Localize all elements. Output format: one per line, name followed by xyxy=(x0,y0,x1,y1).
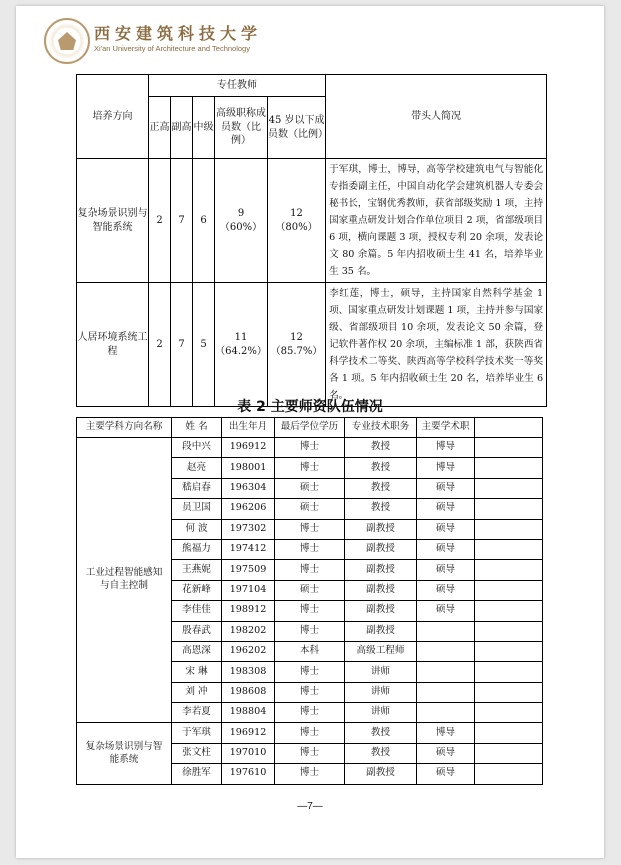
senior-ratio-cell xyxy=(215,159,268,283)
birth-cell: 196202 xyxy=(222,641,275,661)
senior-count: 11 xyxy=(234,332,248,343)
empty-cell xyxy=(475,641,543,661)
empty-cell xyxy=(475,478,543,498)
page-number: —7— xyxy=(297,801,323,812)
degree-cell: 硕士 xyxy=(275,478,345,498)
title-cell: 讲师 xyxy=(345,703,417,723)
senior-percent: （64.2%） xyxy=(215,345,267,357)
young-count: 12 xyxy=(290,208,303,219)
birth-cell: 197412 xyxy=(222,539,275,559)
header-direction: 培养方向 xyxy=(77,75,149,159)
title-cell: 教授 xyxy=(345,438,417,458)
degree-cell: 博士 xyxy=(275,743,345,763)
name-cell: 段中兴 xyxy=(172,438,222,458)
assoc-count: 7 xyxy=(171,159,193,283)
title-cell: 教授 xyxy=(345,458,417,478)
birth-cell: 198001 xyxy=(222,458,275,478)
role-cell xyxy=(417,621,475,641)
header-teachers: 专任教师 xyxy=(149,75,326,97)
empty-cell xyxy=(475,621,543,641)
empty-cell xyxy=(475,764,543,784)
table-row xyxy=(77,159,547,283)
birth-cell: 198912 xyxy=(222,601,275,621)
name-cell: 殷春武 xyxy=(172,621,222,641)
name-cell: 李若夏 xyxy=(172,703,222,723)
title-cell: 副教授 xyxy=(345,560,417,580)
senior-count: 9 xyxy=(237,208,245,219)
university-header xyxy=(44,18,584,64)
table2-title: 表 2 主要师资队伍情况 xyxy=(237,399,383,415)
empty-cell xyxy=(475,499,543,519)
table2-header-cell: 最后学位学历 xyxy=(275,418,345,438)
header-young-ratio: 45 岁以下成员数（比例） xyxy=(268,97,326,159)
degree-cell: 博士 xyxy=(275,682,345,702)
empty-cell xyxy=(475,519,543,539)
header-mid: 中级 xyxy=(193,97,215,159)
role-cell: 硕导 xyxy=(417,519,475,539)
prof-count: 2 xyxy=(149,159,171,283)
table-row xyxy=(77,438,543,458)
leader-bio: 李红莲，博士，硕导，主持国家自然科学基金 1 项、国家重点研发计划课题 1 项，主持并参与国家级、省部级项目 10 余项，发表论文 50 余篇，登记软件著作权 20 余项，主编标准 1 部，获陕西省科学技术二等奖、陕西高等学校科学技术奖一等奖各 1 项。5 年内招收硕士生 20 名，培养毕业生 6 名。 xyxy=(326,283,547,407)
young-percent: （80%） xyxy=(275,221,318,233)
document-page xyxy=(16,6,604,858)
degree-cell: 博士 xyxy=(275,519,345,539)
empty-cell xyxy=(475,723,543,743)
direction-cell: 复杂场景识别与智能系统 xyxy=(77,723,172,784)
empty-cell xyxy=(475,601,543,621)
role-cell: 硕导 xyxy=(417,764,475,784)
header-assoc: 副高 xyxy=(171,97,193,159)
direction-cell: 工业过程智能感知与自主控制 xyxy=(77,438,172,723)
name-cell: 熊福力 xyxy=(172,539,222,559)
name-cell: 赵亮 xyxy=(172,458,222,478)
name-cell: 嵇启春 xyxy=(172,478,222,498)
header-prof: 正高 xyxy=(149,97,171,159)
name-cell: 王燕妮 xyxy=(172,560,222,580)
empty-cell xyxy=(475,458,543,478)
role-cell: 硕导 xyxy=(417,539,475,559)
table-row xyxy=(77,723,543,743)
degree-cell: 博士 xyxy=(275,560,345,580)
empty-cell xyxy=(475,560,543,580)
faculty-table xyxy=(76,417,543,785)
leader-bio: 于军琪，博士，博导，高等学校建筑电气与智能化专指委副主任，中国自动化学会建筑机器人专委会秘书长，宝钢优秀教师，获省部级奖励 1 项，主持国家重点研发计划合作单位项目 2 项，省部级项目 6 项，横向课题 3 项，授权专利 20 余项，发表论文 80 余篇。5 年内招收硕士生 41 名，培养毕业生 35 名。 xyxy=(326,159,547,283)
table2-header-cell: 专业技术职务 xyxy=(345,418,417,438)
role-cell: 博导 xyxy=(417,723,475,743)
name-cell: 张文柱 xyxy=(172,743,222,763)
role-cell: 硕导 xyxy=(417,580,475,600)
direction-cell: 人居环境系统工程 xyxy=(77,283,149,407)
degree-cell: 博士 xyxy=(275,601,345,621)
role-cell xyxy=(417,682,475,702)
degree-cell: 博士 xyxy=(275,662,345,682)
birth-cell: 197010 xyxy=(222,743,275,763)
name-cell: 刘 冲 xyxy=(172,682,222,702)
title-cell: 副教授 xyxy=(345,621,417,641)
direction-summary-table xyxy=(76,74,547,407)
role-cell: 硕导 xyxy=(417,499,475,519)
header-leader: 带头人简况 xyxy=(326,75,547,159)
role-cell xyxy=(417,662,475,682)
degree-cell: 博士 xyxy=(275,438,345,458)
name-cell: 于军琪 xyxy=(172,723,222,743)
role-cell xyxy=(417,703,475,723)
senior-percent: （60%） xyxy=(219,221,263,233)
table-row xyxy=(77,283,547,407)
title-cell: 副教授 xyxy=(345,580,417,600)
birth-cell: 197104 xyxy=(222,580,275,600)
birth-cell: 196304 xyxy=(222,478,275,498)
title-cell: 副教授 xyxy=(345,601,417,621)
role-cell: 硕导 xyxy=(417,601,475,621)
title-cell: 教授 xyxy=(345,499,417,519)
empty-cell xyxy=(475,703,543,723)
birth-cell: 196912 xyxy=(222,723,275,743)
young-ratio-cell xyxy=(268,283,326,407)
birth-cell: 198608 xyxy=(222,682,275,702)
young-count: 12 xyxy=(290,332,303,343)
degree-cell: 本科 xyxy=(275,641,345,661)
birth-cell: 197610 xyxy=(222,764,275,784)
birth-cell: 197509 xyxy=(222,560,275,580)
table2-header-cell: 姓 名 xyxy=(172,418,222,438)
university-seal-logo xyxy=(44,18,90,64)
mid-count: 6 xyxy=(193,159,215,283)
direction-cell: 复杂场景识别与智能系统 xyxy=(77,159,149,283)
mid-count: 5 xyxy=(193,283,215,407)
university-name-en: Xi'an University of Architecture and Technology xyxy=(94,44,250,53)
empty-cell xyxy=(475,662,543,682)
degree-cell: 硕士 xyxy=(275,499,345,519)
birth-cell: 197302 xyxy=(222,519,275,539)
university-name-cn: 西安建筑科技大学 xyxy=(94,24,263,43)
degree-cell: 博士 xyxy=(275,764,345,784)
title-cell: 副教授 xyxy=(345,539,417,559)
assoc-count: 7 xyxy=(171,283,193,407)
birth-cell: 198202 xyxy=(222,621,275,641)
role-cell: 硕导 xyxy=(417,478,475,498)
birth-cell: 196912 xyxy=(222,438,275,458)
table2-header-cell: 主要学术职 xyxy=(417,418,475,438)
role-cell: 硕导 xyxy=(417,560,475,580)
role-cell: 博导 xyxy=(417,438,475,458)
empty-cell xyxy=(475,539,543,559)
table2-header-blank xyxy=(475,418,543,438)
name-cell: 高恩深 xyxy=(172,641,222,661)
name-cell: 徐胜军 xyxy=(172,764,222,784)
degree-cell: 博士 xyxy=(275,621,345,641)
table2-header-cell: 出生年月 xyxy=(222,418,275,438)
prof-count: 2 xyxy=(149,283,171,407)
name-cell: 宋 琳 xyxy=(172,662,222,682)
name-cell: 花新峰 xyxy=(172,580,222,600)
title-cell: 讲师 xyxy=(345,662,417,682)
birth-cell: 198804 xyxy=(222,703,275,723)
degree-cell: 硕士 xyxy=(275,580,345,600)
title-cell: 教授 xyxy=(345,723,417,743)
name-cell: 何 波 xyxy=(172,519,222,539)
title-cell: 教授 xyxy=(345,743,417,763)
birth-cell: 198308 xyxy=(222,662,275,682)
name-cell: 李佳佳 xyxy=(172,601,222,621)
degree-cell: 博士 xyxy=(275,539,345,559)
empty-cell xyxy=(475,743,543,763)
name-cell: 员卫国 xyxy=(172,499,222,519)
title-cell: 高级工程师 xyxy=(345,641,417,661)
young-ratio-cell xyxy=(268,159,326,283)
degree-cell: 博士 xyxy=(275,458,345,478)
title-cell: 讲师 xyxy=(345,682,417,702)
role-cell: 博导 xyxy=(417,458,475,478)
title-cell: 副教授 xyxy=(345,519,417,539)
title-cell: 副教授 xyxy=(345,764,417,784)
header-senior-ratio: 高级职称成员数（比例） xyxy=(215,97,268,159)
empty-cell xyxy=(475,682,543,702)
empty-cell xyxy=(475,438,543,458)
young-percent: （85.7%） xyxy=(270,345,323,357)
degree-cell: 博士 xyxy=(275,703,345,723)
degree-cell: 博士 xyxy=(275,723,345,743)
table2-header-cell: 主要学科方向名称 xyxy=(77,418,172,438)
senior-ratio-cell xyxy=(215,283,268,407)
title-cell: 教授 xyxy=(345,478,417,498)
birth-cell: 196206 xyxy=(222,499,275,519)
role-cell: 硕导 xyxy=(417,743,475,763)
role-cell xyxy=(417,641,475,661)
empty-cell xyxy=(475,580,543,600)
